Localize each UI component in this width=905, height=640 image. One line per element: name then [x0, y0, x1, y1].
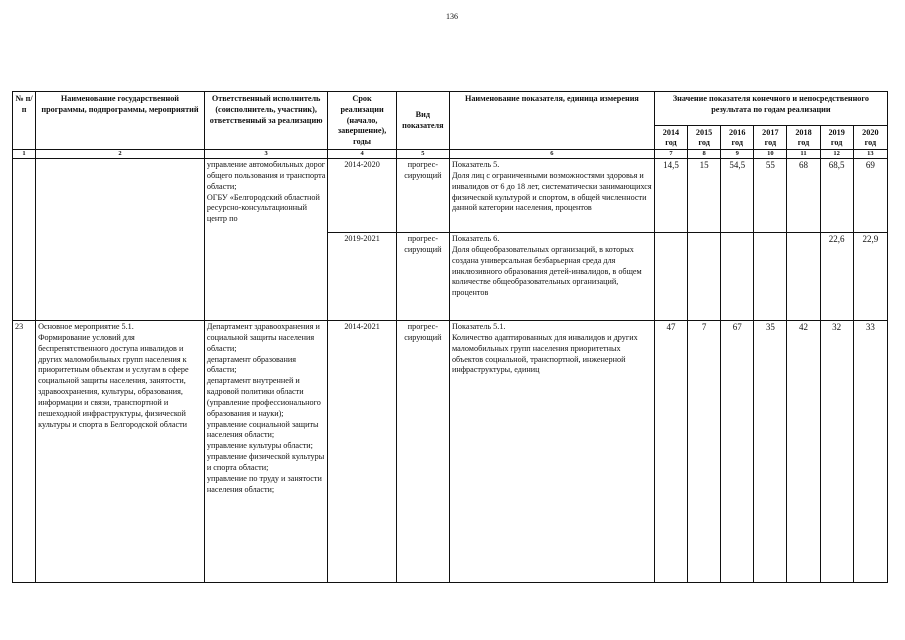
value-2017: 35 — [754, 321, 787, 583]
column-number: 12 — [820, 150, 853, 159]
value-2018: 42 — [787, 321, 820, 583]
row-num-cell: 23 — [13, 321, 36, 583]
row-type-cell: прогрес- сирующий — [396, 233, 449, 321]
column-number: 7 — [654, 150, 687, 159]
table-row — [13, 159, 888, 233]
value-2017: 55 — [754, 159, 787, 233]
column-number: 11 — [787, 150, 820, 159]
row-indicator-cell: Показатель 6. Доля общеобразовательных организаций, в которых создана универсальная безбарьерная среда для инклюзивного образования детей-инвалидов, в общем количестве общеобразовательных организаций, процентов — [449, 233, 654, 321]
header-values: Значение показателя конечного и непосредственного результата по годам реализации — [654, 92, 887, 126]
row-name-cell: Основное мероприятие 5.1. Формирование условий для беспрепятственного доступа инвалидов и других маломобильных групп населения к приоритетным объектам и услугам в сфере социальной защиты населения, занятости, здравоохранения, культуры, образования, информации и связи, транспортной и пешеходной инфраструктуры, физической культуры и спорта в Белгородской области — [36, 321, 205, 583]
column-number: 9 — [721, 150, 754, 159]
value-2016: 67 — [721, 321, 754, 583]
row-executor-cell: управление автомобильных дорог общего пользования и транспорта области; ОГБУ «Белгородский областной ресурсно-консультационный центр по — [204, 159, 328, 321]
header-year-2018: 2018 год — [787, 126, 820, 150]
value-2016 — [721, 233, 754, 321]
row-type-cell: прогрес- сирующий — [396, 159, 449, 233]
row-term-cell: 2019-2021 — [328, 233, 396, 321]
header-type: Вид показателя — [396, 92, 449, 150]
value-2015: 15 — [688, 159, 721, 233]
header-executor: Ответственный исполнитель (соисполнитель, участник), ответственный за реализацию — [204, 92, 328, 150]
row-indicator-cell: Показатель 5.1. Количество адаптированных для инвалидов и других маломобильных групп населения приоритетных объектов социальной, транспортной, инженерной инфраструктуры, единиц — [449, 321, 654, 583]
value-2019: 22,6 — [820, 233, 853, 321]
column-number: 6 — [449, 150, 654, 159]
header-year-2016: 2016 год — [721, 126, 754, 150]
row-num-cell — [13, 159, 36, 321]
header-year-2017: 2017 год — [754, 126, 787, 150]
row-executor-cell: Департамент здравоохранения и социальной защиты населения области; департамент образования области; департамент внутренней и кадровой политики области (управление профессионального образования и науки); управление социальной защиты населения области; управление культуры области; управление физической культуры и спорта области; управление по труду и занятости населения области; — [204, 321, 328, 583]
row-term-cell: 2014-2020 — [328, 159, 396, 233]
row-name-cell — [36, 159, 205, 321]
column-number: 2 — [36, 150, 205, 159]
header-indicator: Наименование показателя, единица измерения — [449, 92, 654, 150]
column-number: 4 — [328, 150, 396, 159]
header-year-2015: 2015 год — [688, 126, 721, 150]
header-year-2019: 2019 год — [820, 126, 853, 150]
row-term-cell: 2014-2021 — [328, 321, 396, 583]
value-2019: 68,5 — [820, 159, 853, 233]
value-2015: 7 — [688, 321, 721, 583]
header-term: Срок реализации (начало, завершение), годы — [328, 92, 396, 150]
value-2020: 22,9 — [853, 233, 887, 321]
value-2020: 69 — [853, 159, 887, 233]
header-row — [13, 92, 888, 126]
column-number: 3 — [204, 150, 328, 159]
header-name: Наименование государственной программы, подпрограммы, мероприятий — [36, 92, 205, 150]
row-type-cell: прогрес- сирующий — [396, 321, 449, 583]
table-row — [13, 321, 888, 583]
value-2017 — [754, 233, 787, 321]
column-number: 8 — [688, 150, 721, 159]
value-2014 — [654, 233, 687, 321]
column-number: 1 — [13, 150, 36, 159]
value-2016: 54,5 — [721, 159, 754, 233]
header-num: № п/п — [13, 92, 36, 150]
column-number: 10 — [754, 150, 787, 159]
column-number: 13 — [853, 150, 887, 159]
page-number: 136 — [446, 12, 458, 21]
value-2018 — [787, 233, 820, 321]
value-2020: 33 — [853, 321, 887, 583]
header-year-2014: 2014 год — [654, 126, 687, 150]
column-numbers-row — [13, 150, 888, 159]
value-2015 — [688, 233, 721, 321]
value-2014: 14,5 — [654, 159, 687, 233]
value-2018: 68 — [787, 159, 820, 233]
indicators-table — [12, 91, 888, 583]
row-indicator-cell: Показатель 5. Доля лиц с ограниченными возможностями здоровья и инвалидов от 6 до 18 лет, систематически занимающихся физической культурой и спортом, в общей численности данной категории населения, процентов — [449, 159, 654, 233]
value-2019: 32 — [820, 321, 853, 583]
column-number: 5 — [396, 150, 449, 159]
value-2014: 47 — [654, 321, 687, 583]
header-year-2020: 2020 год — [853, 126, 887, 150]
